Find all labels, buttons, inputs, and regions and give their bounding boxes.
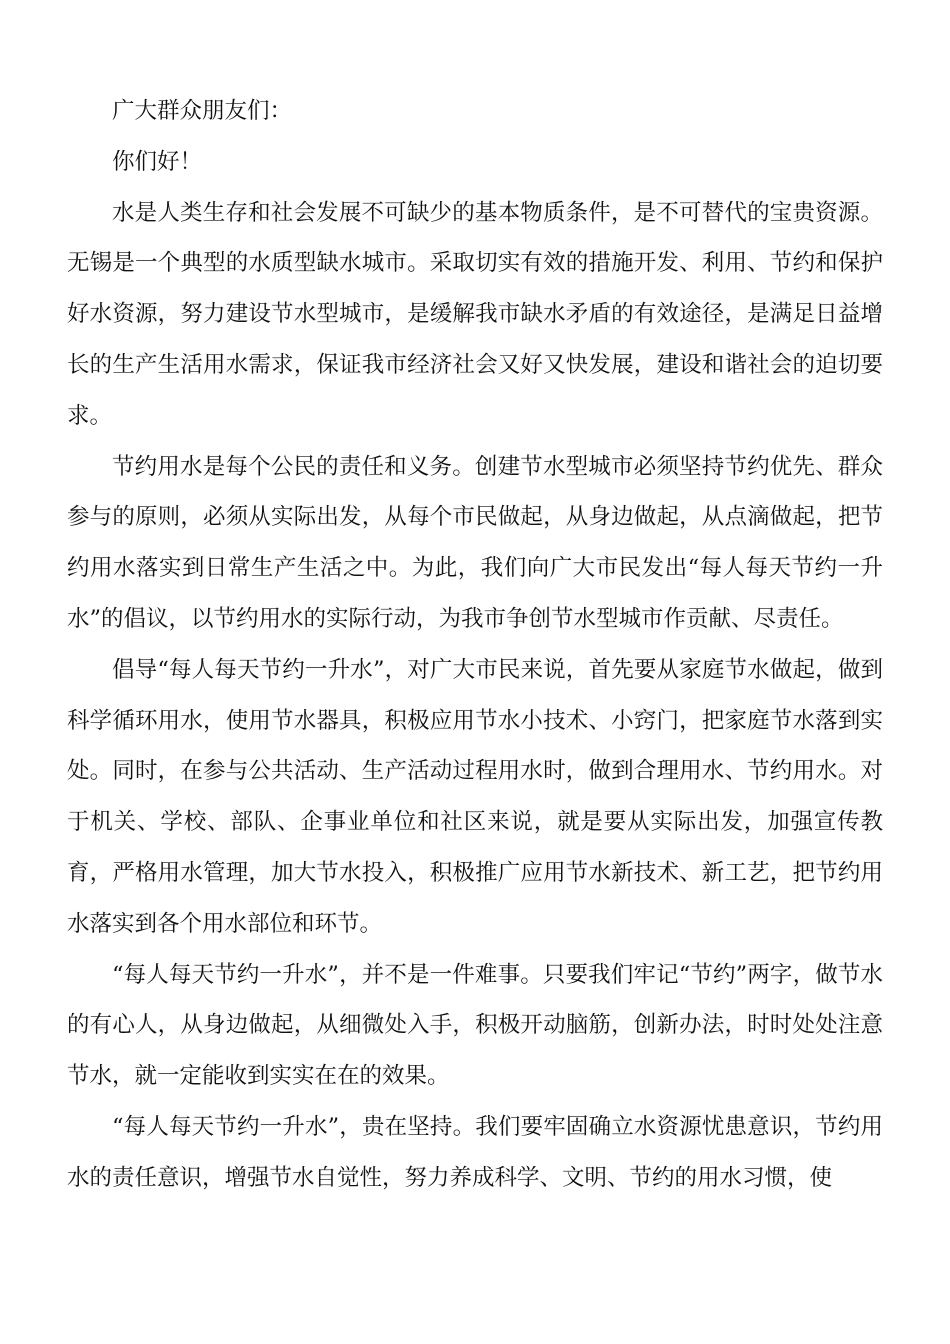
letter-body	[67, 86, 883, 1204]
greeting: 你们好！	[112, 148, 203, 175]
paragraph-5: “每人每天节约一升水”，贵在坚持。我们要牢固确立水资源忧患意识，节约用水的责任意识，增强节水自觉性，努力养成科学、文明、节约的用水习惯，使	[67, 1113, 883, 1191]
paragraph-1: 水是人类生存和社会发展不可缺少的基本物质条件，是不可替代的宝贵资源。无锡是一个典型的水质型缺水城市。采取切实有效的措施开发、利用、节约和保护好水资源，努力建设节水型城市，是缓解我市缺水矛盾的有效途径，是满足日益增长的生产生活用水需求，保证我市经济社会又好又快发展，建设和谐社会的迫切要求。	[67, 199, 883, 429]
paragraph-2: 节约用水是每个公民的责任和义务。创建节水型城市必须坚持节约优先、群众参与的原则，必须从实际出发，从每个市民做起，从身边做起，从点滴做起，把节约用水落实到日常生产生活之中。为此，我们向广大市民发出“每人每天节约一升水”的倡议，以节约用水的实际行动，为我市争创节水型城市作贡献、尽责任。	[67, 453, 883, 632]
paragraph-3: 倡导“每人每天节约一升水”，对广大市民来说，首先要从家庭节水做起，做到科学循环用水，使用节水器具，积极应用节水小技术、小窍门，把家庭节水落到实处。同时，在参与公共活动、生产活动过程用水时，做到合理用水、节约用水。对于机关、学校、部队、企事业单位和社区来说，就是要从实际出发，加强宣传教育，严格用水管理，加大节水投入，积极推广应用节水新技术、新工艺，把节约用水落实到各个用水部位和环节。	[67, 656, 883, 937]
paragraph-4: “每人每天节约一升水”，并不是一件难事。只要我们牢记“节约”两字，做节水的有心人，从身边做起，从细微处入手，积极开动脑筋，创新办法，时时处处注意节水，就一定能收到实实在在的效果。	[67, 961, 883, 1090]
salutation: 广大群众朋友们：	[112, 98, 293, 124]
